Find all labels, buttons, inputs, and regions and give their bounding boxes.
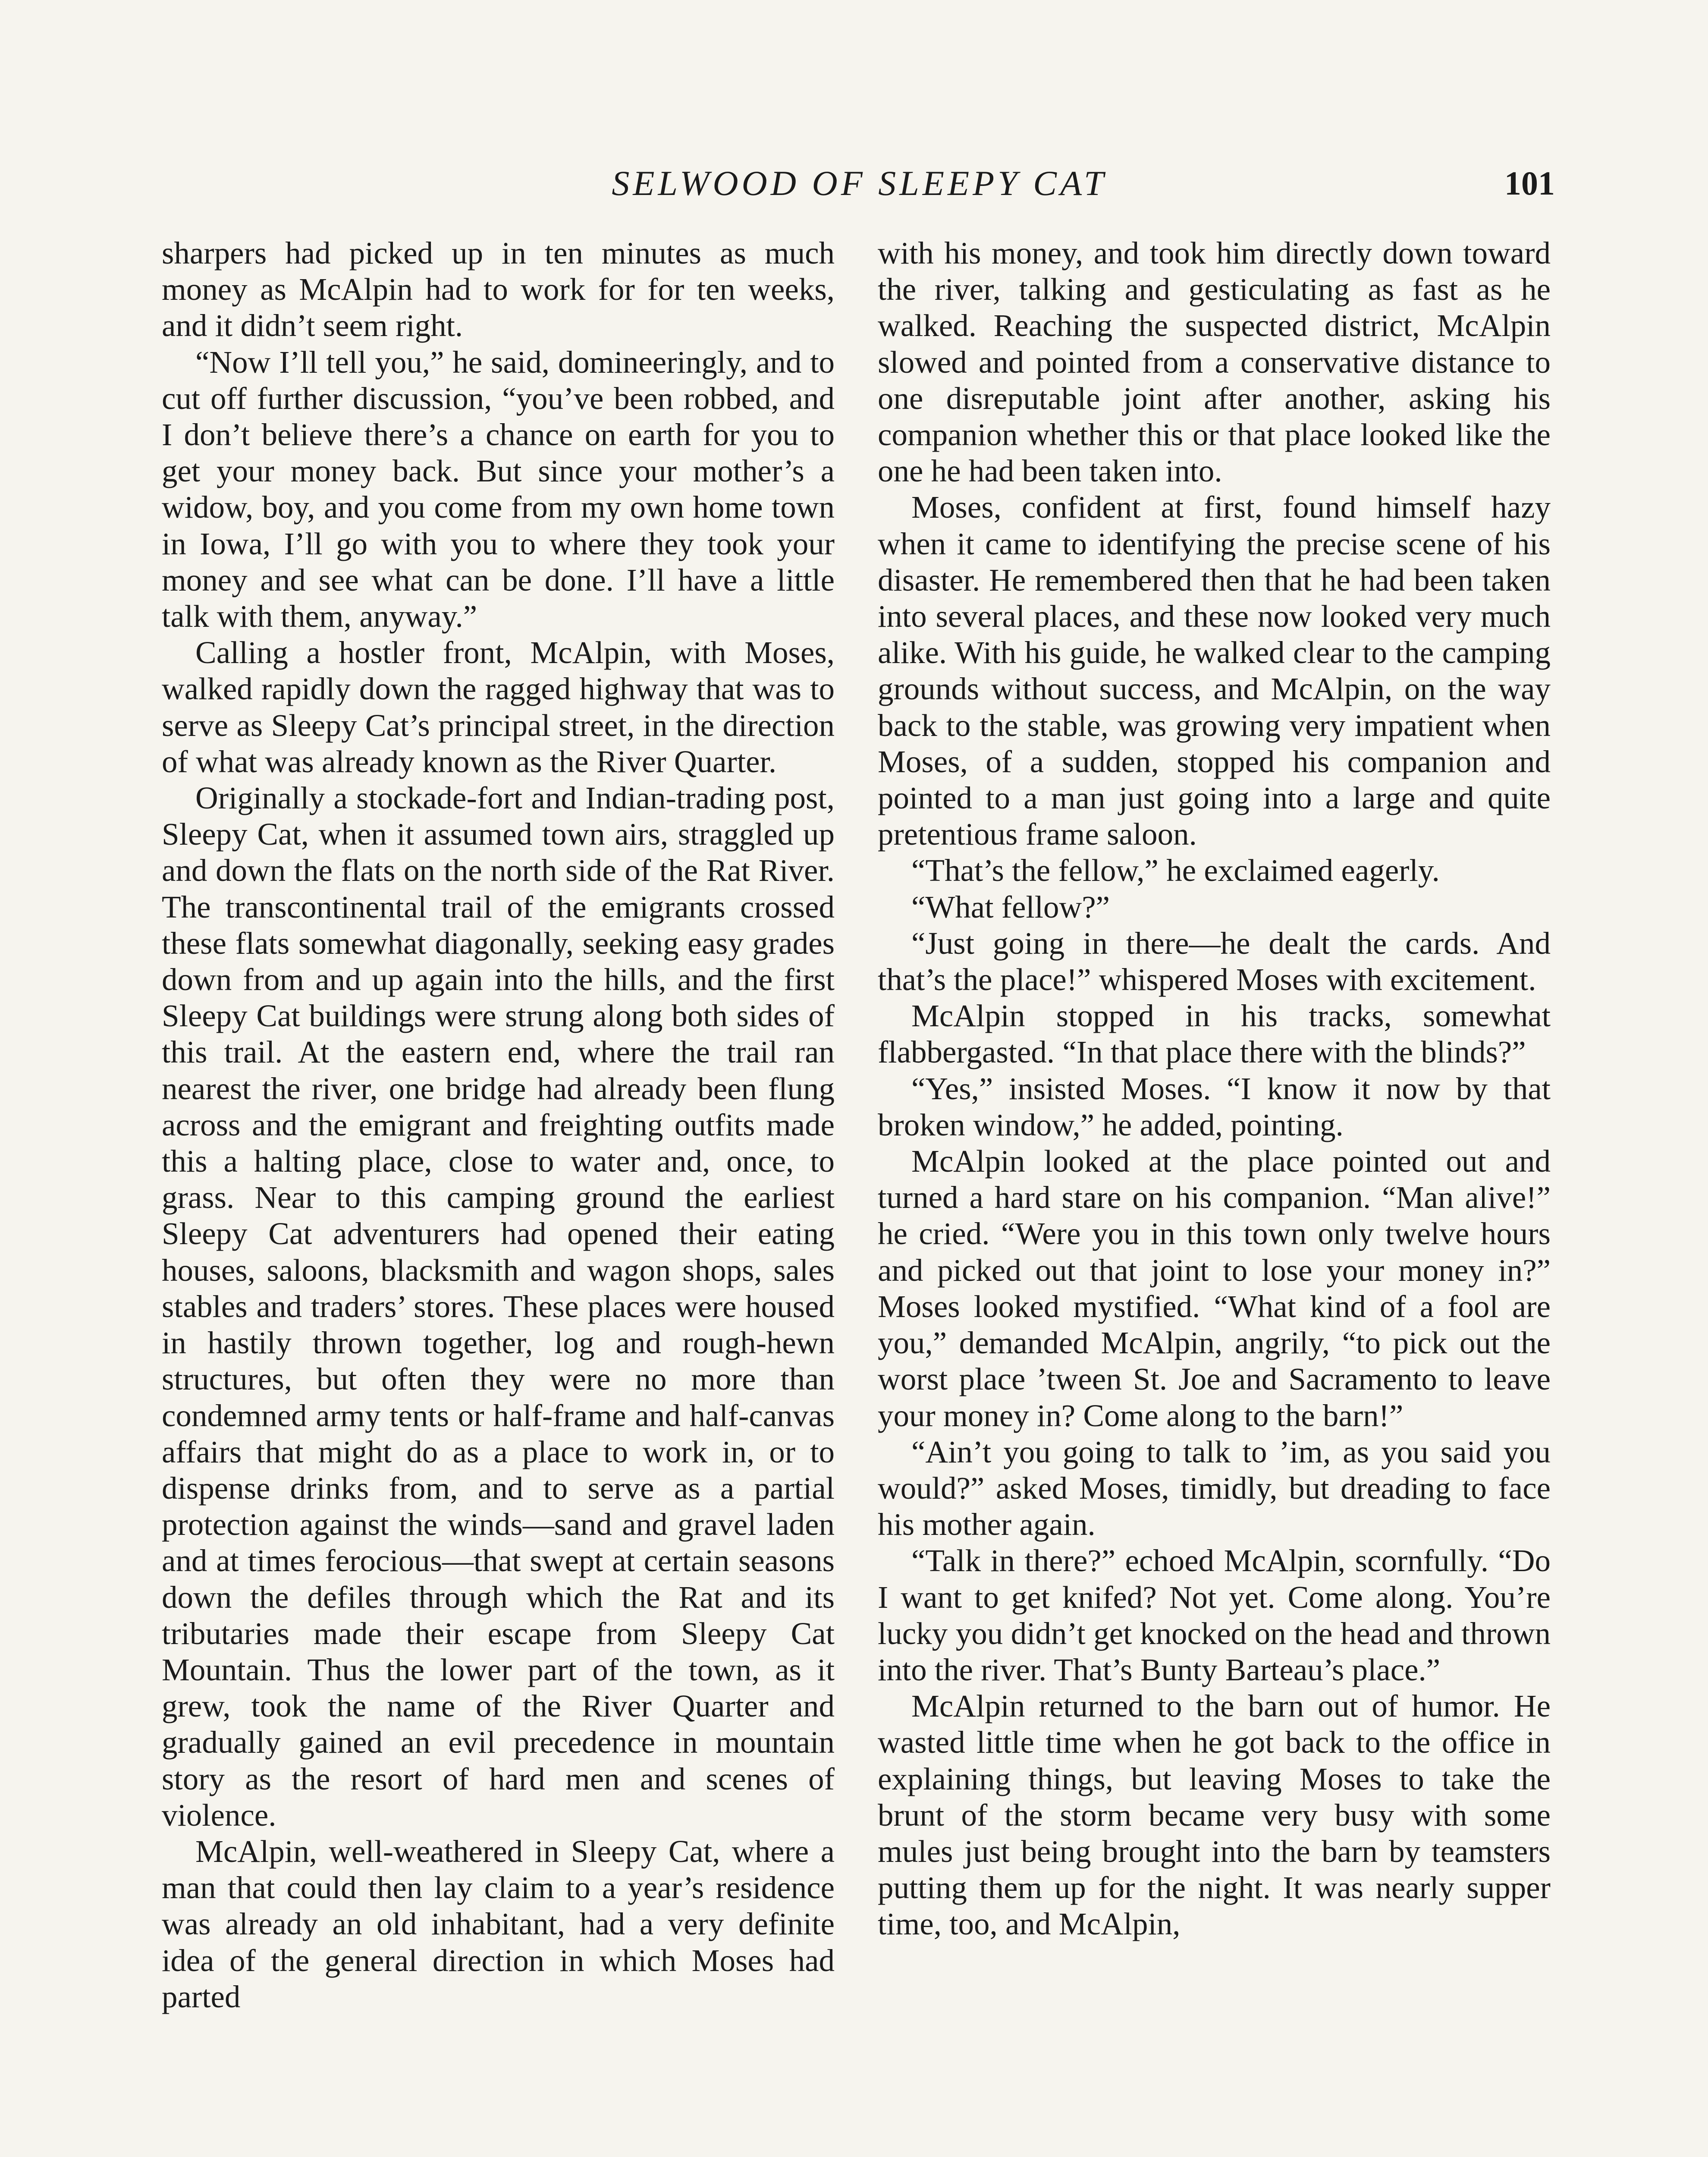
paragraph: McAlpin, well-weathered in Sleepy Cat, where a man that could then lay claim to a year’s residence was already an old inhabitant, had a very definite idea of the general direction in which Moses had parted bbox=[162, 1833, 835, 2014]
paragraph: with his money, and took him directly down toward the river, talking and gesticulating as fast as he walked. Reaching the suspected district, McAlpin slowed and pointed from a conservative distance to one disreputable joint after another, asking his companion whether this or that place looked like the one he had been taken into. bbox=[878, 236, 1551, 489]
paragraph: McAlpin stopped in his tracks, somewhat flabbergasted. “In that place there with the blinds?” bbox=[878, 998, 1551, 1070]
paragraph: “Yes,” insisted Moses. “I know it now by that broken window,” he added, pointing. bbox=[878, 1071, 1551, 1142]
running-head bbox=[164, 160, 1555, 207]
running-title: SELWOOD OF SLEEPY CAT bbox=[612, 164, 1107, 203]
page-number: 101 bbox=[1504, 164, 1555, 202]
paragraph: McAlpin looked at the place pointed out and turned a hard stare on his companion. “Man alive!” he cried. “Were you in this town only twelve hours and picked out that joint to lose your money in?” Moses looked mystified. “What kind of a fool are you,” demanded McAlpin, angrily, “to pick out the worst place ’tween St. Joe and Sacramento to leave your money in? Come along to the barn!” bbox=[878, 1144, 1551, 1433]
paragraph: Moses, confident at first, found himself hazy when it came to identifying the precise scene of his disaster. He remembered then that he had been taken into several places, and these now looked very much alike. With his guide, he walked clear to the camping grounds without success, and McAlpin, on the way back to the stable, was growing very impatient when Moses, of a sudden, stopped his companion and pointed to a man just going into a large and quite pretentious frame saloon. bbox=[878, 490, 1551, 852]
right-column bbox=[878, 235, 1551, 1943]
paragraph: “That’s the fellow,” he exclaimed eagerly. bbox=[911, 853, 1440, 888]
paragraph: “What fellow?” bbox=[911, 889, 1110, 924]
left-column bbox=[162, 235, 835, 2015]
paragraph: Calling a hostler front, McAlpin, with Moses, walked rapidly down the ragged highway that was to serve as Sleepy Cat’s principal street, in the direction of what was already known as the River Quarter. bbox=[162, 635, 835, 779]
paragraph: “Just going in there—he dealt the cards. And that’s the place!” whispered Moses with excitement. bbox=[878, 925, 1551, 997]
paragraph: sharpers had picked up in ten minutes as much money as McAlpin had to work for for ten weeks, and it didn’t seem right. bbox=[162, 236, 835, 343]
paragraph: “Now I’ll tell you,” he said, domineeringly, and to cut off further discussion, “you’ve been robbed, and I don’t believe there’s a chance on earth for you to get your money back. But since your mother’s a widow, boy, and you come from my own home town in Iowa, I’ll go with you to where they took your money and see what can be done. I’ll have a little talk with them, anyway.” bbox=[162, 344, 835, 634]
paragraph: Originally a stockade-fort and Indian-trading post, Sleepy Cat, when it assumed town airs, straggled up and down the flats on the north side of the Rat River. The transcontinental trail of the emigrants crossed these flats somewhat diagonally, seeking easy grades down from and up again into the hills, and the first Sleepy Cat buildings were strung along both sides of this trail. At the eastern end, where the trail ran nearest the river, one bridge had already been flung across and the emigrant and freighting outfits made this a halting place, close to water and, once, to grass. Near to this camping ground the earliest Sleepy Cat adventurers had opened their eating houses, saloons, blacksmith and wagon shops, sales stables and traders’ stores. These places were housed in hastily thrown together, log and rough-hewn structures, but often they were no more than condemned army tents or half-frame and half-canvas affairs that might do as a place to work in, or to dispense drinks from, and to serve as a partial protection against the winds—sand and gravel laden and at times ferocious—that swept at certain seasons down the defiles through which the Rat and its tributaries made their escape from Sleepy Cat Mountain. Thus the lower part of the town, as it grew, took the name of the River Quarter and gradually gained an evil precedence in mountain story as the resort of hard men and scenes of violence. bbox=[162, 780, 835, 1833]
paragraph: “Talk in there?” echoed McAlpin, scornfully. “Do I want to get knifed? Not yet. Come along. You’re lucky you didn’t get knocked on the head and thrown into the river. That’s Bunty Barteau’s place.” bbox=[878, 1543, 1551, 1687]
paragraph: “Ain’t you going to talk to ’im, as you said you would?” asked Moses, timidly, but dreading to face his mother again. bbox=[878, 1434, 1551, 1542]
paragraph: McAlpin returned to the barn out of humor. He wasted little time when he got back to the office in explaining things, but leaving Moses to take the brunt of the storm became very busy with some mules just being brought into the barn by teamsters putting them up for the night. It was nearly supper time, too, and McAlpin, bbox=[878, 1688, 1551, 1942]
